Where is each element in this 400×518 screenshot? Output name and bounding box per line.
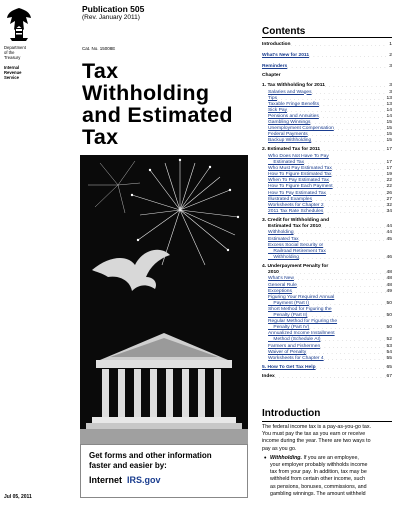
toc-entry-label: Who Does Not Have To Pay [268,153,329,159]
toc-page-number: 2 [389,53,392,58]
toc-entry-label: 2010 [268,269,279,275]
toc-entry[interactable] [262,52,392,59]
bureau-line: Revenue [4,69,22,75]
introduction-heading: Introduction [262,408,321,419]
toc-entry-label: Estimated Tax for 2010 [268,223,321,229]
toc-entry-label: Unemployment Compensation [268,126,334,132]
toc-leader [309,52,386,59]
title-line: and Estimated [82,103,233,127]
toc-leader [287,63,386,70]
toc-page-number: 54 [386,349,392,355]
irs-link[interactable]: IRS.gov [127,475,161,485]
toc-entry-label: What's New [268,276,294,282]
toc-entry-label: 4. Underpayment Penalty for [262,263,329,269]
toc-entry[interactable] [268,355,392,362]
toc-entry-label: Railroad Retirement Tax [268,248,326,254]
toc-entry-label: Federal Payments [268,132,308,138]
toc-page-number: 19 [386,172,392,178]
toc-page-number: 50 [386,313,392,318]
toc-entry-label: 3. Credit for Withholding and [262,217,330,223]
toc-entry-label: Backup Withholding [268,138,312,144]
intro-bullet-line: as pensions, bonuses, commissions, and [270,483,367,490]
document-title [82,60,252,148]
toc-page-number: 15 [386,126,392,132]
divider [262,421,392,422]
bullet-icon: • [264,454,267,462]
toc-entry-label: Figuring Your Required Annual [268,294,335,300]
toc-entry-label: Waiver of Penalty [268,349,307,355]
bureau-line: Service [4,75,19,81]
divider [262,37,392,38]
title-line: Withholding [82,81,210,105]
toc-page-number: 65 [386,364,392,370]
toc-page-number: 3 [389,64,392,69]
agency-line: of the [4,50,15,56]
intro-line: The federal income tax is a pay-as-you-go tax. [262,424,371,430]
intro-bullet-line: Withholding. If you are an employee, [270,454,359,461]
irs-eagle-logo-icon [4,6,34,42]
toc-entry-label: Worksheets for Chapter 2 [268,202,324,208]
toc-entry-label: Withholding [268,230,294,236]
catalog-number: Cat. No. 15008E [82,46,116,51]
toc-page-number: 1 [389,42,392,47]
toc-page-number: 13 [386,95,392,101]
title-line: Tax [82,125,119,149]
toc-entry-label: 1. Tax Withholding for 2011 [262,83,325,88]
publication-revision: (Rev. January 2011) [82,14,140,21]
toc-page-number: 3 [389,83,392,88]
cover-illustration [80,155,248,445]
intro-line: pay as you go. [262,445,297,452]
footer-date: Jul 05, 2011 [4,494,32,500]
title-line: Tax [82,59,119,83]
toc-entry-label: 2. Estimated Tax for 2011 [262,147,321,153]
toc-page-number: 15 [386,120,392,125]
toc-entry-label: Worksheets for Chapter 4 [268,355,324,361]
intro-line: You must pay the tax as you earn or receive [262,431,366,438]
toc-entry-label: Estimated Tax [268,236,299,242]
promo-line: Get forms and other information [89,451,212,460]
toc-entry-label: General Rule [268,282,297,288]
toc-page-number: 48 [386,276,392,282]
toc-page-number: 44 [386,230,392,236]
toc-entry-label: Chapter [262,73,281,78]
toc-entry-label: When To Pay Estimated Tax [268,178,329,184]
intro-bullet-line: withheld from certain other income, such [270,476,366,483]
toc-entry-label: Sick Pay [268,107,288,113]
toc-page-number: 46 [386,254,392,260]
toc-entry-label: Index [262,374,275,380]
toc-page-number: 26 [386,190,392,196]
toc-entry [262,72,392,79]
toc-entry-label: Excess Social Security or [268,242,324,248]
toc-entry-label: Pensions and Annuities [268,113,319,119]
toc-entry-label: What's New for 2011 [262,53,310,58]
internet-label: Internet [89,475,123,485]
toc-page-number: 52 [386,337,392,343]
toc-page-number: 53 [386,343,392,349]
toc-leader [299,254,386,261]
toc-leader [316,364,386,371]
toc-entry-label: Estimated Tax [268,160,305,165]
promo-box [80,444,248,498]
toc-entry-label: Introduction [262,42,291,47]
toc-entry-label: Withholding [268,254,299,260]
toc-page-number: 22 [386,178,392,184]
toc-page-number: 55 [386,355,392,361]
toc-entry-label: Gambling Winnings [268,120,311,125]
toc-page-number: 14 [386,113,392,119]
toc-entry-label: Farmers and Fishermen [268,343,321,349]
bureau-line: Internal [4,64,20,70]
toc-page-number: 14 [386,107,392,113]
toc-entry-label: Penalty (Part IV) [268,325,310,331]
toc-leader [324,355,386,362]
toc-leader [311,137,386,144]
toc-entry-label: Salaries and Wages [268,89,312,95]
agency-block [4,45,34,80]
toc-entry[interactable] [268,208,392,215]
toc-page-number: 45 [386,236,392,242]
toc-entry-label: Reminders [262,64,288,69]
agency-line: Department [4,45,26,50]
intro-bullet-line: tax from your pay. In addition, tax may be [270,469,367,476]
toc-entry [262,41,392,48]
toc-entry-label: How To Figure Estimated Tax [268,172,332,178]
agency-line: Treasury [4,55,21,61]
toc-entry-label: 5. How To Get Tax Help [262,364,316,370]
toc-leader [275,373,386,380]
toc-entry-label: Method (Schedule AI) [268,337,321,343]
intro-line: income during the year. There are two ways to [262,438,371,445]
toc-entry-label: How To Pay Estimated Tax [268,190,326,196]
toc-page-number: 32 [386,202,392,208]
toc-entry-label: Short Method for Figuring the [268,306,332,312]
toc-entry-label: Tips [268,95,278,101]
toc-page-number: 50 [386,325,392,331]
bullet-term: Withholding. [270,454,303,461]
toc-page-number: 3 [389,89,392,95]
toc-entry-label: Penalty (Part II) [268,313,308,318]
promo-line: faster and easier by: [89,461,167,470]
toc-leader [323,208,386,215]
intro-bullet-line: gambling winnings. The amount withheld [270,490,366,497]
toc-entry-label: Illustrated Examples [268,196,313,202]
toc-entry [262,373,392,380]
toc-page-number: 67 [386,374,392,380]
toc-page-number: 49 [386,288,392,294]
toc-entry[interactable] [268,254,392,261]
intro-bullet-line: your employer probably withholds income [270,462,368,468]
toc-page-number: 17 [386,166,392,172]
publication-number: Publication 505 [82,4,145,14]
toc-entry-label: Annualized Income Installment [268,331,335,337]
toc-page-number: 27 [386,196,392,202]
toc-page-number: 15 [386,138,392,144]
toc-page-number: 17 [386,160,392,165]
toc-entry-label: How To Figure Each Payment [268,184,333,190]
toc-entry[interactable] [262,364,392,371]
toc-page-number: 48 [386,282,392,288]
toc-page-number: 22 [386,184,392,190]
toc-page-number: 17 [386,147,392,153]
toc-entry-label: 2011 Tax Rate Schedules [268,208,324,214]
toc-leader [291,41,386,48]
toc-entry-label: Taxable Fringe Benefits [268,101,320,107]
toc-page-number: 34 [386,208,392,214]
contents-heading: Contents [262,26,306,37]
toc-entry-label: Regular Method for Figuring the [268,319,338,325]
toc-entry-label: Who Must Pay Estimated Tax [268,166,332,172]
toc-page-number: 15 [386,132,392,138]
toc-page-number: 48 [386,269,392,275]
toc-entry-label: Exceptions [268,288,292,294]
toc-page-number: 44 [386,223,392,229]
toc-page-number: 13 [386,101,392,107]
toc-page-number: 50 [386,300,392,306]
toc-entry-label: Payment (Part I) [268,300,310,306]
toc-entry[interactable] [262,63,392,70]
toc-page-number [280,72,286,79]
toc-entry[interactable] [268,137,392,144]
